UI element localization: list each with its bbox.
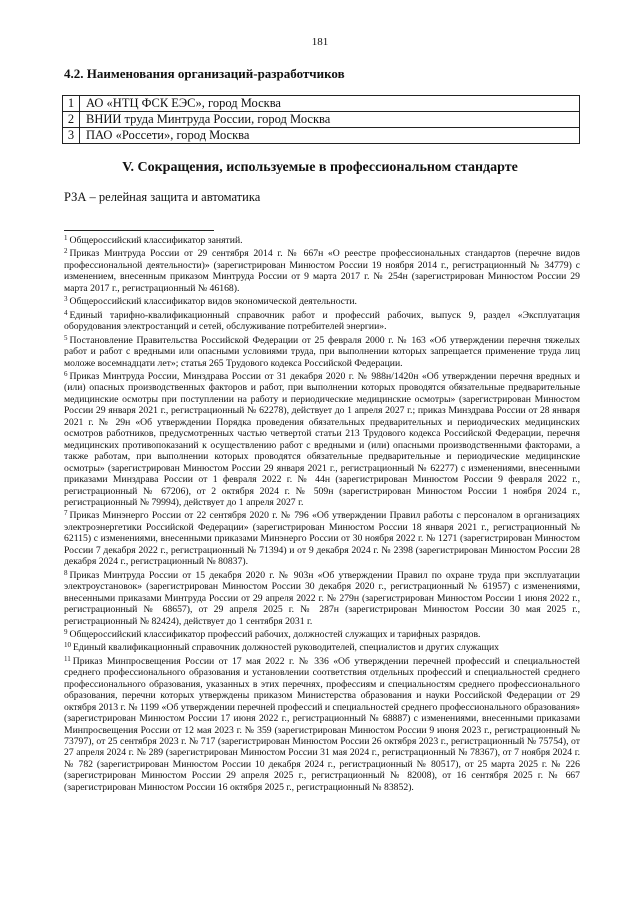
- footnote-number: 10: [64, 641, 71, 650]
- org-name: ПАО «Россети», город Москва: [80, 128, 580, 144]
- footnote: [64, 294, 580, 307]
- footnote: [64, 654, 580, 793]
- org-name: АО «НТЦ ФСК ЕЭС», город Москва: [80, 96, 580, 112]
- footnote-text: Приказ Минтруда России, Минздрава России от 31 декабря 2020 г. № 988н/1420н «Об утверждении перечня вредных и (или) опасных производственных факторов и работ, при выполнении которых проводятся обязательные предварительные медицинские осмотры при поступлении на работу и периодические медицинские осмотры» (зарегистрирован Минюстом России 29 января 2021 г., регистрационный № 62278), действует до 1 апреля 2027 г.; приказ Минздрава России от 28 января 2021 г. № 29н «Об утверждении Порядка проведения обязательных предварительных и периодических медицинских осмотров работников, предусмотренных частью четвертой статьи 213 Трудового кодекса Российской Федерации, перечня медицинских противопоказаний к осуществлению работ с вредными и (или) опасными производственными факторами, а также работам, при выполнении которых проводятся обязательные предварительные и периодические медицинские осмотры» (зарегистрирован Минюстом России 29 января 2021 г., регистрационный № 62277) с изменениями, внесенными приказами Минздрава России от 1 февраля 2022 г. № 44н (зарегистрирован Минюстом России 9 февраля 2022 г., регистрационный № 67206), от 2 октября 2024 г. № 509н (зарегистрирован Минюстом России 1 ноября 2024 г., регистрационный № 79994), действует до 1 апреля 2027 г.: [64, 370, 580, 508]
- footnote: [64, 640, 580, 653]
- org-name: ВНИИ труда Минтруда России, город Москва: [80, 112, 580, 128]
- org-number: 2: [63, 112, 80, 128]
- abbreviation-entry: РЗА – релейная защита и автоматика: [64, 190, 261, 204]
- footnote-text: Единый тарифно-квалификационный справочник работ и профессий рабочих, выпуск 9, раздел «Эксплуатация оборудования электростанций и сетей, обслуживание потребителей энергии».: [64, 309, 580, 333]
- footnote-number: 7: [64, 509, 68, 518]
- table-row: [63, 96, 580, 112]
- footnote: [64, 627, 580, 640]
- footnote-text: Приказ Минэнерго России от 22 сентября 2020 г. № 796 «Об утверждении Правил работы с персоналом в организациях электроэнергетики Российской Федерации» (зарегистрирован Минюстом России 18 января 2021 г., регистрационный № 62115) с изменениями, внесенными приказами Минэнерго России от 30 ноября 2022 г. № 1271 (зарегистрирован Минюстом России 7 декабря 2022 г., регистрационный № 71394) и от 9 декабря 2024 г. № 2398 (зарегистрирован Минюстом России 28 декабря 2024 г., регистрационный № 80837).: [64, 510, 580, 568]
- footnote-text: Общероссийский классификатор занятий.: [69, 235, 243, 246]
- page-number: 181: [311, 36, 329, 48]
- footnote: [64, 233, 580, 246]
- footnote-text: Общероссийский классификатор видов экономической деятельности.: [69, 296, 357, 308]
- footnote-number: 1: [64, 234, 68, 242]
- org-number: 3: [63, 128, 80, 144]
- footnote-divider: [64, 230, 214, 231]
- footnote-number: 5: [64, 333, 68, 342]
- footnote-number: 8: [64, 568, 68, 577]
- footnote-number: 2: [64, 247, 68, 256]
- footnote: [64, 308, 580, 333]
- footnote: [64, 246, 580, 294]
- org-number: 1: [63, 96, 80, 112]
- footnote-text: Единый квалификационный справочник должностей руководителей, специалистов и других служащих: [73, 642, 500, 654]
- footnote-number: 4: [64, 308, 68, 317]
- table-row: [63, 128, 580, 144]
- footnote: [64, 333, 580, 369]
- footnote-number: 3: [64, 295, 68, 304]
- chapter-heading: V. Сокращения, используемые в профессиональном стандарте: [122, 160, 518, 175]
- footnote: [64, 508, 580, 567]
- footnote-number: 9: [64, 627, 68, 636]
- footnote-text: Общероссийский классификатор профессий рабочих, должностей служащих и тарифных разрядов.: [69, 628, 481, 640]
- footnote-number: 6: [64, 369, 68, 378]
- table-row: [63, 112, 580, 128]
- footnote-text: Постановление Правительства Российской Федерации от 25 февраля 2000 г. № 163 «Об утверждении перечня тяжелых работ и работ с вредными или опасными условиями труда, при выполнении которых запрещается применение труда лиц моложе восемнадцати лет»; статья 265 Трудового кодекса Российской Федерации.: [64, 334, 580, 369]
- section-heading: 4.2. Наименования организаций-разработчиков: [64, 66, 345, 81]
- footnote-text: Приказ Минтруда России от 29 сентября 2014 г. № 667н «О реестре профессиональных стандартов (перечне видов профессиональной деятельности)» (зарегистрирован Минюстом России 19 ноября 2014 г., регистрационный № 34779) с изменением, внесенным приказом Минтруда России от 9 марта 2017 г. № 254н (зарегистрирован Минюстом России 29 марта 2017 г., регистрационный № 46168).: [64, 248, 580, 294]
- footnotes: [64, 233, 580, 793]
- footnote-number: 11: [64, 654, 71, 663]
- organizations-table: [62, 95, 580, 144]
- footnote: [64, 369, 580, 508]
- footnote-text: Приказ Минпросвещения России от 17 мая 2022 г. № 336 «Об утверждении перечней профессий и специальностей среднего профессионального образования и установлении соответствия отдельных профессий и специальностей среднего профессионального образования, указанных в этих перечнях, профессиям и специальностям среднего профессионального образования, перечни которых утверждены приказом Министерства образования и науки Российской Федерации от 29 октября 2013 г. № 1199 «Об утверждении перечней профессий и специальностей среднего профессионального образования» (зарегистрирован Минюстом России 17 июня 2022 г., регистрационный № 68887) с изменениями, внесенными приказами Минпросвещения России от 12 мая 2023 г. № 359 (зарегистрирован Минюстом России 9 июня 2023 г., регистрационный № 73797), от 25 сентября 2023 г. № 717 (зарегистрирован Минюстом России 26 октября 2023 г., регистрационный № 75754), от 27 апреля 2024 г. № 289 (зарегистрирован Минюстом России 31 мая 2024 г., регистрационный № 78367), от 7 ноября 2024 г. № 782 (зарегистрирован Минюстом России 10 декабря 2024 г., регистрационный № 80517), от 25 марта 2025 г. № 226 (зарегистрирован Минюстом России 29 апреля 2025 г., регистрационный № 82008), от 16 сентября 2025 г. № 667 (зарегистрирован Минюстом России 16 октября 2025 г., регистрационный № 83852).: [64, 655, 580, 793]
- footnote: [64, 568, 580, 627]
- footnote-text: Приказ Минтруда России от 15 декабря 2020 г. № 903н «Об утверждении Правил по охране труда при эксплуатации электроустановок» (зарегистрирован Минюстом России 30 декабря 2020 г., регистрационный № 61957) с изменениями, внесенными приказами Минтруда России от 29 апреля 2022 г. № 279н (зарегистрирован Минюстом России 1 июня 2022 г., регистрационный № 68657), от 29 апреля 2025 г. № 287н (зарегистрирован Минюстом России 30 мая 2025 г., регистрационный № 82424), действует до 1 сентября 2031 г.: [64, 569, 580, 627]
